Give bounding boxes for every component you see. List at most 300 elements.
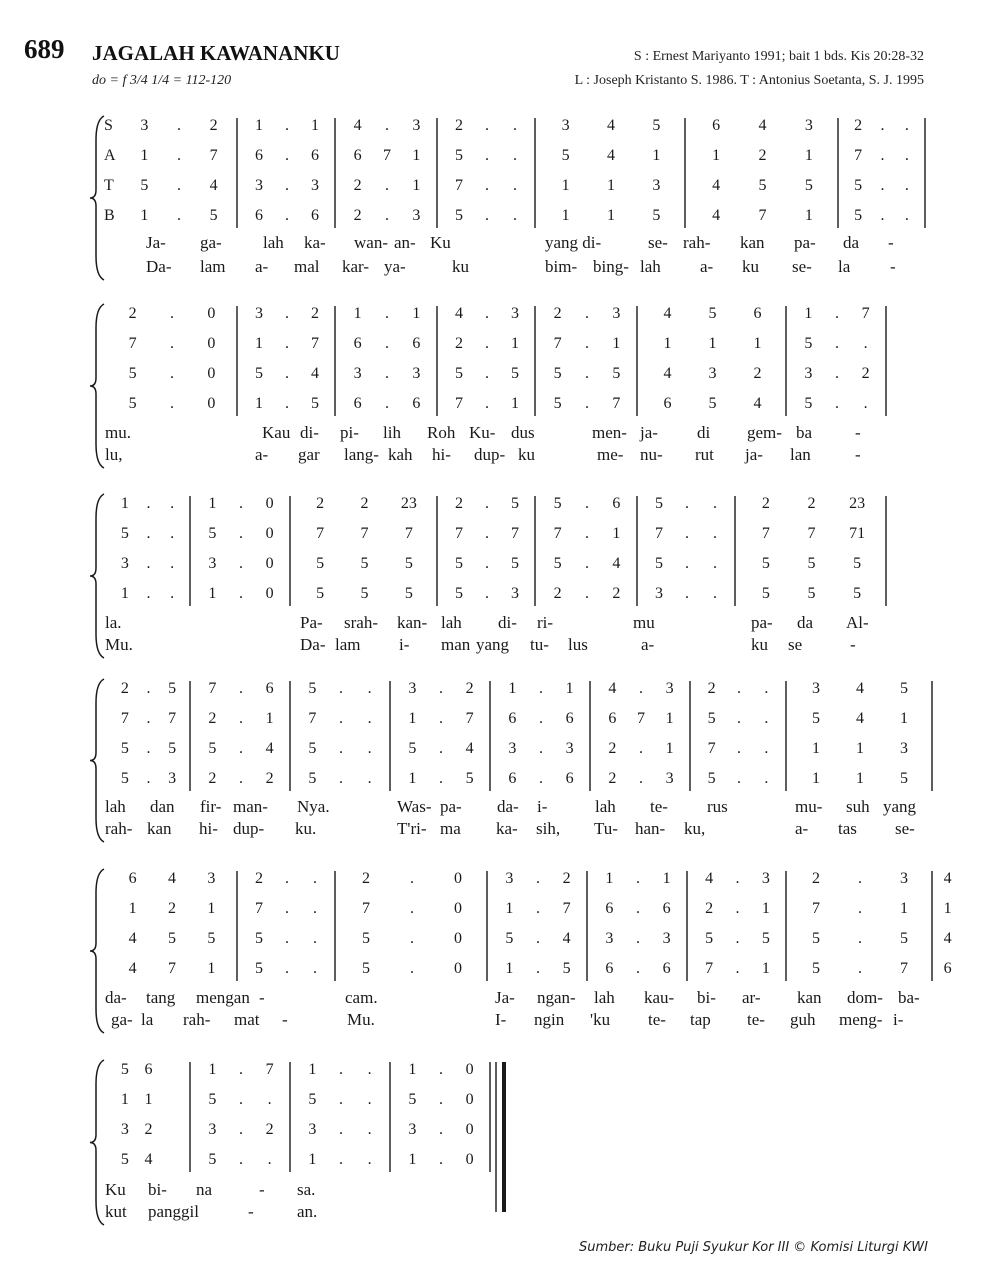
note: 7 — [637, 710, 645, 727]
note: 1 — [353, 305, 362, 322]
note: 1 — [265, 710, 274, 727]
note: 7 — [265, 1061, 274, 1078]
lyric-syllable: - — [259, 988, 265, 1007]
note: . — [410, 870, 414, 887]
note: . — [539, 680, 543, 697]
note: 1 — [753, 335, 762, 352]
note: . — [146, 680, 151, 697]
lyric-syllable: ka- — [496, 819, 518, 838]
note: . — [858, 900, 862, 917]
note: . — [737, 770, 741, 787]
lyric-syllable: an- — [394, 233, 416, 252]
lyric-syllable: Tu- — [594, 819, 618, 838]
lyric-syllable: dup- — [233, 819, 265, 838]
note: . — [439, 1091, 443, 1108]
lyric-syllable: yang — [883, 797, 917, 816]
lyric-syllable: 'ku — [590, 1010, 611, 1029]
lyric-syllable: la. — [105, 613, 122, 632]
note: 5 — [362, 930, 370, 947]
note: 1 — [311, 117, 319, 134]
note: . — [585, 365, 589, 382]
note: 1 — [208, 585, 217, 602]
note: 3 — [565, 740, 574, 757]
lyric-syllable: panggil — [148, 1202, 199, 1221]
note: 4 — [856, 710, 864, 727]
note: . — [764, 680, 769, 697]
lyric-syllable: a- — [255, 445, 269, 464]
note: . — [177, 117, 181, 134]
note: 1 — [662, 870, 671, 887]
lyric-syllable: se- — [895, 819, 915, 838]
note: 2 — [144, 1121, 153, 1138]
note: . — [737, 740, 741, 757]
note: 6 — [311, 147, 319, 164]
note: 1 — [761, 960, 770, 977]
note: . — [367, 710, 372, 727]
note: . — [439, 710, 443, 727]
note: 5 — [128, 365, 137, 382]
note: 3 — [900, 870, 908, 887]
note: . — [170, 395, 174, 412]
note: . — [513, 177, 517, 194]
note: . — [177, 177, 181, 194]
note: 7 — [562, 900, 571, 917]
note: . — [835, 305, 839, 322]
note: 5 — [807, 555, 816, 572]
note: . — [313, 960, 317, 977]
note: . — [367, 1151, 372, 1168]
note: 6 — [255, 207, 263, 224]
note: 3 — [761, 870, 770, 887]
note: 4 — [209, 177, 218, 194]
note: 7 — [362, 900, 370, 917]
note: 2 — [265, 770, 274, 787]
lyric-syllable: lah — [595, 797, 616, 816]
note: 7 — [360, 525, 369, 542]
note: 7 — [209, 147, 218, 164]
note: . — [439, 1061, 443, 1078]
note: 1 — [607, 207, 615, 224]
lyric-syllable: srah- — [344, 613, 378, 632]
note: 0 — [465, 1151, 474, 1168]
note: 1 — [255, 395, 263, 412]
note: 6 — [662, 900, 671, 917]
note: . — [880, 177, 885, 194]
note: . — [170, 335, 174, 352]
lyric-syllable: ja- — [745, 445, 763, 464]
note: 5 — [308, 740, 317, 757]
lyric-syllable: te- — [650, 797, 668, 816]
note: 3 — [120, 1121, 129, 1138]
note: . — [285, 930, 289, 947]
note: . — [585, 525, 589, 542]
note: 7 — [812, 900, 820, 917]
note: . — [177, 207, 181, 224]
lyric-syllable: te- — [747, 1010, 765, 1029]
note: 1 — [943, 900, 952, 917]
note: . — [367, 1121, 372, 1138]
lyric-syllable: i- — [399, 635, 410, 654]
note: 4 — [144, 1151, 153, 1168]
note: 1 — [408, 1151, 417, 1168]
note: 5 — [812, 960, 820, 977]
note: 2 — [128, 305, 137, 322]
lyric-syllable: pi- — [340, 423, 359, 442]
note: 3 — [505, 870, 514, 887]
note: 1 — [856, 770, 864, 787]
note: 2 — [208, 710, 217, 727]
note: 0 — [207, 335, 216, 352]
note: . — [485, 395, 489, 412]
note: . — [735, 870, 740, 887]
note: . — [267, 1151, 272, 1168]
note: 3 — [605, 930, 614, 947]
lyric-syllable: me- — [597, 445, 624, 464]
note: 1 — [408, 1061, 417, 1078]
note: . — [639, 740, 643, 757]
note: 23 — [400, 495, 417, 512]
lyric-syllable: dus — [511, 423, 535, 442]
lyric-syllable: mu- — [795, 797, 823, 816]
note: 5 — [311, 395, 319, 412]
note: 4 — [612, 555, 621, 572]
note: 5 — [208, 525, 217, 542]
note: 4 — [663, 365, 672, 382]
lyric-syllable: lih — [383, 423, 401, 442]
note: 7 — [311, 335, 319, 352]
lyric-syllable: rah- — [105, 819, 133, 838]
note: 0 — [265, 525, 274, 542]
note: 5 — [120, 1061, 129, 1078]
note: 0 — [454, 960, 462, 977]
note: 7 — [553, 525, 562, 542]
note: . — [146, 555, 151, 572]
note: 5 — [465, 770, 474, 787]
lyric-syllable: se- — [792, 257, 812, 276]
note: 4 — [608, 680, 617, 697]
note: . — [636, 930, 640, 947]
note: 5 — [404, 585, 413, 602]
note: . — [639, 680, 643, 697]
note: . — [385, 207, 389, 224]
note: 6 — [311, 207, 319, 224]
note: 6 — [943, 960, 952, 977]
note: 0 — [265, 585, 274, 602]
lyric-syllable: la — [838, 257, 851, 276]
lyric-syllable: i- — [537, 797, 548, 816]
note: 3 — [655, 585, 663, 602]
lyric-syllable: Mu. — [105, 635, 133, 654]
note: 2 — [353, 177, 362, 194]
note: 2 — [265, 1121, 274, 1138]
note: 6 — [565, 710, 574, 727]
note: 6 — [712, 117, 721, 134]
lyric-syllable: lang- — [344, 445, 379, 464]
note: . — [904, 117, 909, 134]
note: . — [385, 395, 389, 412]
note: . — [735, 930, 740, 947]
note: 3 — [812, 680, 820, 697]
note: . — [177, 147, 181, 164]
note: 4 — [128, 930, 137, 947]
lyric-syllable: T'ri- — [397, 819, 427, 838]
note: 5 — [562, 960, 571, 977]
note: . — [585, 335, 589, 352]
lyric-syllable: kar- — [342, 257, 370, 276]
lyric-syllable: Da- — [146, 257, 172, 276]
note: . — [764, 740, 769, 757]
lyric-syllable: Nya. — [297, 797, 330, 816]
note: 6 — [144, 1061, 153, 1078]
note: 7 — [465, 710, 474, 727]
lyric-syllable: - — [855, 445, 861, 464]
note: 3 — [662, 930, 671, 947]
note: 3 — [804, 117, 813, 134]
note: 5 — [120, 525, 129, 542]
note: . — [713, 495, 717, 512]
note: 7 — [455, 177, 463, 194]
credit-text: S : Ernest Mariyanto 1991; bait 1 bds. Kis 20:28-32 — [633, 49, 924, 64]
system-brace — [90, 1060, 104, 1225]
lyric-syllable: suh — [846, 797, 870, 816]
note: 5 — [128, 395, 137, 412]
note: 5 — [804, 177, 813, 194]
note: 2 — [455, 335, 463, 352]
score-system-6 — [90, 1060, 504, 1225]
note: 5 — [553, 365, 562, 382]
note: 6 — [353, 395, 362, 412]
note: 2 — [208, 770, 217, 787]
note: . — [585, 495, 589, 512]
note: . — [858, 960, 862, 977]
note: . — [239, 495, 243, 512]
source-note: Sumber: Buku Puji Syukur Kor III © Komisi Liturgi KWI — [579, 1240, 928, 1255]
note: 1 — [505, 900, 514, 917]
note: 1 — [665, 740, 674, 757]
note: 3 — [208, 555, 217, 572]
note: . — [339, 680, 343, 697]
lyric-syllable: ku, — [684, 819, 706, 838]
note: 5 — [655, 555, 663, 572]
note: 4 — [311, 365, 319, 382]
note: . — [863, 395, 868, 412]
lyric-syllable: lam — [200, 257, 226, 276]
note: 2 — [362, 870, 370, 887]
note: 1 — [140, 207, 149, 224]
note: 3 — [408, 1121, 417, 1138]
note: 4 — [607, 117, 615, 134]
note: 1 — [612, 525, 621, 542]
note: 3 — [208, 1121, 217, 1138]
note: 6 — [353, 335, 362, 352]
note: 3 — [708, 365, 717, 382]
note: 5 — [316, 555, 325, 572]
note: . — [285, 147, 289, 164]
note: . — [485, 555, 489, 572]
credit-music: L : Joseph Kristanto S. 1986. T : Antonius Soetanta, S. J. 1995 — [574, 73, 924, 88]
lyric-syllable: lah — [263, 233, 284, 252]
lyric-syllable: mu. — [105, 423, 131, 442]
note: . — [146, 770, 151, 787]
score-system-3 — [90, 494, 886, 658]
note: 6 — [663, 395, 672, 412]
lyric-syllable: kan — [797, 988, 822, 1007]
hymn-title: JAGALAH KAWANANKU — [92, 41, 340, 65]
note: 5 — [553, 395, 562, 412]
note: 2 — [553, 585, 562, 602]
note: . — [439, 680, 443, 697]
lyric-syllable: bim- — [545, 257, 578, 276]
note: 5 — [408, 740, 417, 757]
note: . — [536, 960, 540, 977]
lyric-syllable: ga- — [200, 233, 222, 252]
note: 1 — [663, 335, 672, 352]
note: 5 — [168, 680, 177, 697]
lyric-syllable: - — [888, 233, 894, 252]
note: . — [713, 555, 717, 572]
note: . — [146, 525, 151, 542]
note: 1 — [708, 335, 717, 352]
lyric-syllable: a- — [700, 257, 714, 276]
lyric-syllable: kan — [740, 233, 765, 252]
part-label-B: B — [104, 207, 115, 224]
note: 1 — [900, 900, 908, 917]
note: . — [764, 770, 769, 787]
lyric-syllable: ya- — [384, 257, 406, 276]
note: 6 — [353, 147, 362, 164]
note: 6 — [608, 710, 617, 727]
note: 1 — [412, 147, 421, 164]
note: 2 — [553, 305, 562, 322]
lyric-syllable: ja- — [640, 423, 658, 442]
note: . — [585, 395, 589, 412]
note: 1 — [804, 147, 813, 164]
lyric-syllable: mu — [633, 613, 655, 632]
note: . — [737, 710, 741, 727]
note: . — [285, 177, 289, 194]
note: . — [285, 900, 289, 917]
note: 7 — [900, 960, 908, 977]
system-brace — [90, 679, 104, 842]
note: 1 — [128, 900, 137, 917]
note: 1 — [665, 710, 674, 727]
note: . — [485, 495, 489, 512]
lyric-syllable: di — [697, 423, 711, 442]
note: 1 — [308, 1151, 317, 1168]
note: 1 — [120, 1091, 129, 1108]
lyric-syllable: ri- — [537, 613, 554, 632]
note: . — [737, 680, 741, 697]
lyric-syllable: bi- — [148, 1180, 167, 1199]
note: 4 — [455, 305, 463, 322]
note: . — [239, 1121, 243, 1138]
note: 2 — [562, 870, 571, 887]
note: . — [539, 710, 543, 727]
note: 5 — [255, 960, 263, 977]
note: 1 — [207, 900, 216, 917]
note: 6 — [612, 495, 621, 512]
part-label-T: T — [104, 177, 114, 194]
note: 5 — [255, 365, 263, 382]
note: 5 — [761, 555, 770, 572]
lyric-syllable: wan- — [354, 233, 388, 252]
note: 5 — [652, 207, 661, 224]
part-label-A: A — [104, 147, 116, 164]
note: 7 — [455, 395, 463, 412]
note: 5 — [708, 305, 717, 322]
lyric-syllable: lan — [790, 445, 811, 464]
note: . — [880, 147, 885, 164]
note: . — [904, 207, 909, 224]
system-brace — [90, 869, 104, 1033]
lyric-syllable: dom- — [847, 988, 883, 1007]
note: 1 — [900, 710, 908, 727]
lyric-syllable: lam — [335, 635, 361, 654]
note: . — [735, 960, 740, 977]
note: 5 — [208, 740, 217, 757]
lyric-syllable: kan — [147, 819, 172, 838]
note: 5 — [900, 680, 908, 697]
note: 3 — [511, 585, 519, 602]
note: . — [863, 335, 868, 352]
note: . — [313, 870, 317, 887]
note: . — [904, 147, 909, 164]
note: 0 — [454, 930, 462, 947]
note: . — [339, 710, 343, 727]
note: 5 — [812, 930, 820, 947]
lyric-syllable: gem- — [747, 423, 782, 442]
lyric-syllable: lah — [640, 257, 661, 276]
tempo-marking: do = f 3/4 1/4 = 112-120 — [92, 73, 232, 88]
lyric-syllable: ku — [742, 257, 759, 276]
note: 7 — [707, 740, 716, 757]
note: 1 — [612, 335, 621, 352]
note: 1 — [144, 1091, 153, 1108]
note: 3 — [255, 177, 263, 194]
note: . — [410, 960, 414, 977]
note: 2 — [120, 680, 129, 697]
note: 1 — [605, 870, 614, 887]
note: 0 — [207, 305, 216, 322]
lyric-syllable: sa. — [297, 1180, 316, 1199]
note: . — [410, 930, 414, 947]
score-systems — [90, 116, 952, 1225]
lyric-syllable: tang — [146, 988, 176, 1007]
note: 5 — [168, 740, 177, 757]
note: 1 — [408, 770, 417, 787]
note: 6 — [412, 395, 421, 412]
note: . — [713, 585, 717, 602]
note: . — [170, 585, 175, 602]
note: 5 — [707, 710, 716, 727]
lyric-syllable: lah — [105, 797, 126, 816]
note: . — [513, 147, 517, 164]
lyric-syllable: ka- — [304, 233, 326, 252]
lyric-syllable: a- — [641, 635, 655, 654]
note: . — [170, 305, 174, 322]
lyric-syllable: tas — [838, 819, 857, 838]
note: 5 — [316, 585, 325, 602]
note: . — [239, 525, 243, 542]
note: . — [513, 207, 517, 224]
note: . — [880, 207, 885, 224]
lyric-syllable: di- — [498, 613, 517, 632]
lyric-syllable: da — [843, 233, 860, 252]
lyric-syllable: ku — [751, 635, 768, 654]
note: 1 — [804, 305, 813, 322]
note: 5 — [455, 207, 463, 224]
note: 7 — [854, 147, 863, 164]
